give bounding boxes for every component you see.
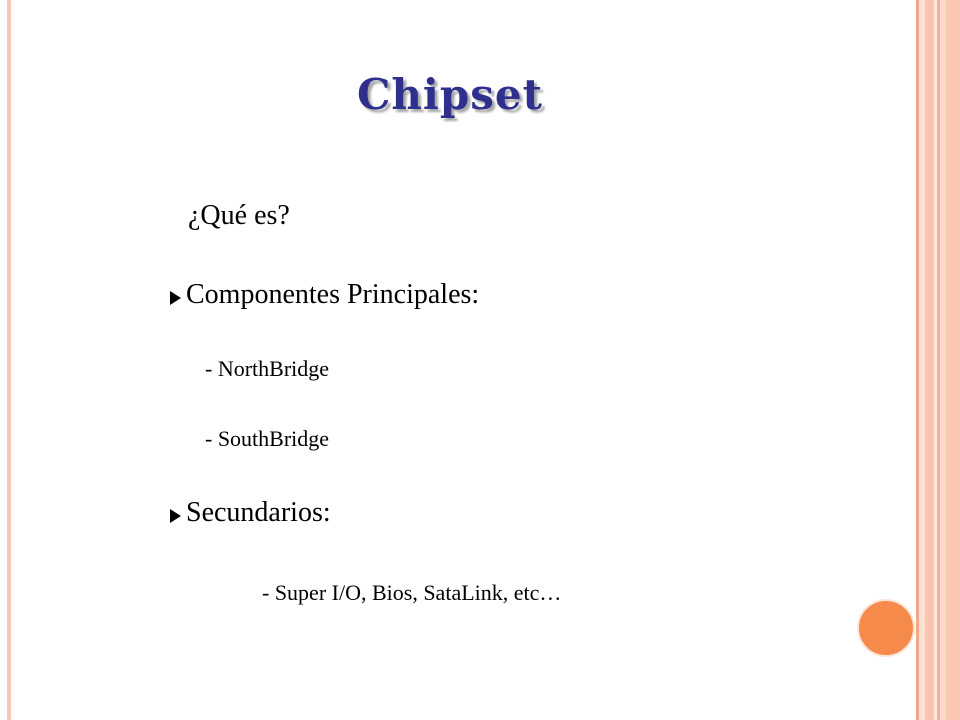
list-item-northbridge: - NorthBridge xyxy=(205,356,330,381)
list-item-southbridge: - SouthBridge xyxy=(205,426,330,451)
decorative-circle xyxy=(857,599,915,657)
question-text: ¿Qué es? xyxy=(188,200,290,231)
list-item-secondary-components: - Super I/O, Bios, SataLink, etc… xyxy=(262,580,562,605)
section-heading-secondary: Secundarios: xyxy=(186,497,331,528)
slide-title: Chipset xyxy=(356,70,544,119)
section-heading-principal: Componentes Principales: xyxy=(186,279,480,310)
arrowhead-bullet-icon xyxy=(170,508,187,527)
right-decorative-stripes xyxy=(916,0,960,720)
arrowhead-bullet-icon xyxy=(170,290,187,309)
